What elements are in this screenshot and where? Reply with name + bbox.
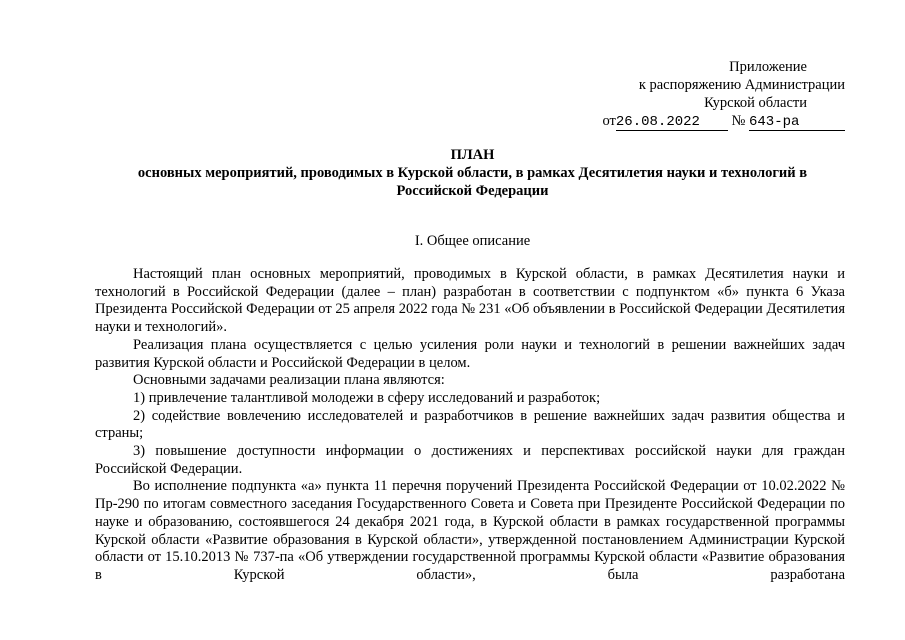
appendix-label: Приложение xyxy=(729,59,807,75)
section-heading: I. Общее описание xyxy=(414,233,531,249)
number-label: № xyxy=(731,113,746,129)
paragraph: 2) содействие вовлечению исследователей и разработчиков в решение важнейших задач развития общества и страны; xyxy=(95,407,845,442)
document-title xyxy=(100,146,845,200)
paragraph: Реализация плана осуществляется с целью усиления роли науки и технологий в решении важнейших задач развития Курской области и Российской Федерации в целом. xyxy=(95,336,845,371)
appendix-region-line: Курской области xyxy=(704,95,807,111)
plan-heading: ПЛАН xyxy=(450,147,495,163)
document-body xyxy=(95,266,845,585)
appendix-block xyxy=(603,58,846,131)
order-number: 643-ра xyxy=(749,115,845,131)
appendix-reference xyxy=(603,112,846,131)
paragraph: 1) привлечение талантливой молодежи в сферу исследований и разработок; xyxy=(133,389,601,406)
order-date: 26.08.2022 xyxy=(616,115,728,131)
paragraph: Во исполнение подпункта «а» пункта 11 перечня поручений Президента Российской Федерации от 10.02.2022 № Пр-290 по итогам совместного заседания Государственного Совета и Совета при Президенте Российской Федерации по науке и образованию, состоявшегося 24 декабря 2021 года, в Курской области в рамках государственной программы Курской области «Развитие образования в Курской области», утвержденной постановлением Администрации Курской области от 15.10.2013 № 737-па «Об утверждении государственной программы Курской области «Развитие образования в Курской области», была разработана xyxy=(95,478,845,583)
appendix-order-line: к распоряжению Администрации xyxy=(638,77,845,93)
from-label: от xyxy=(602,113,616,129)
paragraph: Настоящий план основных мероприятий, проводимых в Курской области, в рамках Десятилетия науки и технологий в Российской Федерации (далее – план) разработан в соответствии с подпунктом «б» пункта 6 Указа Президента Российской Федерации от 25 апреля 2022 года № 231 «Об объявлении в Российской Федерации Десятилетия науки и технологий». xyxy=(95,266,845,336)
paragraph: Основными задачами реализации плана являются: xyxy=(133,372,445,389)
paragraph: 3) повышение доступности информации о достижениях и перспективах российской науки для граждан Российской Федерации. xyxy=(95,443,845,477)
plan-subtitle: основных мероприятий, проводимых в Курской области, в рамках Десятилетия науки и технологий в Российской Федерации xyxy=(137,165,808,199)
